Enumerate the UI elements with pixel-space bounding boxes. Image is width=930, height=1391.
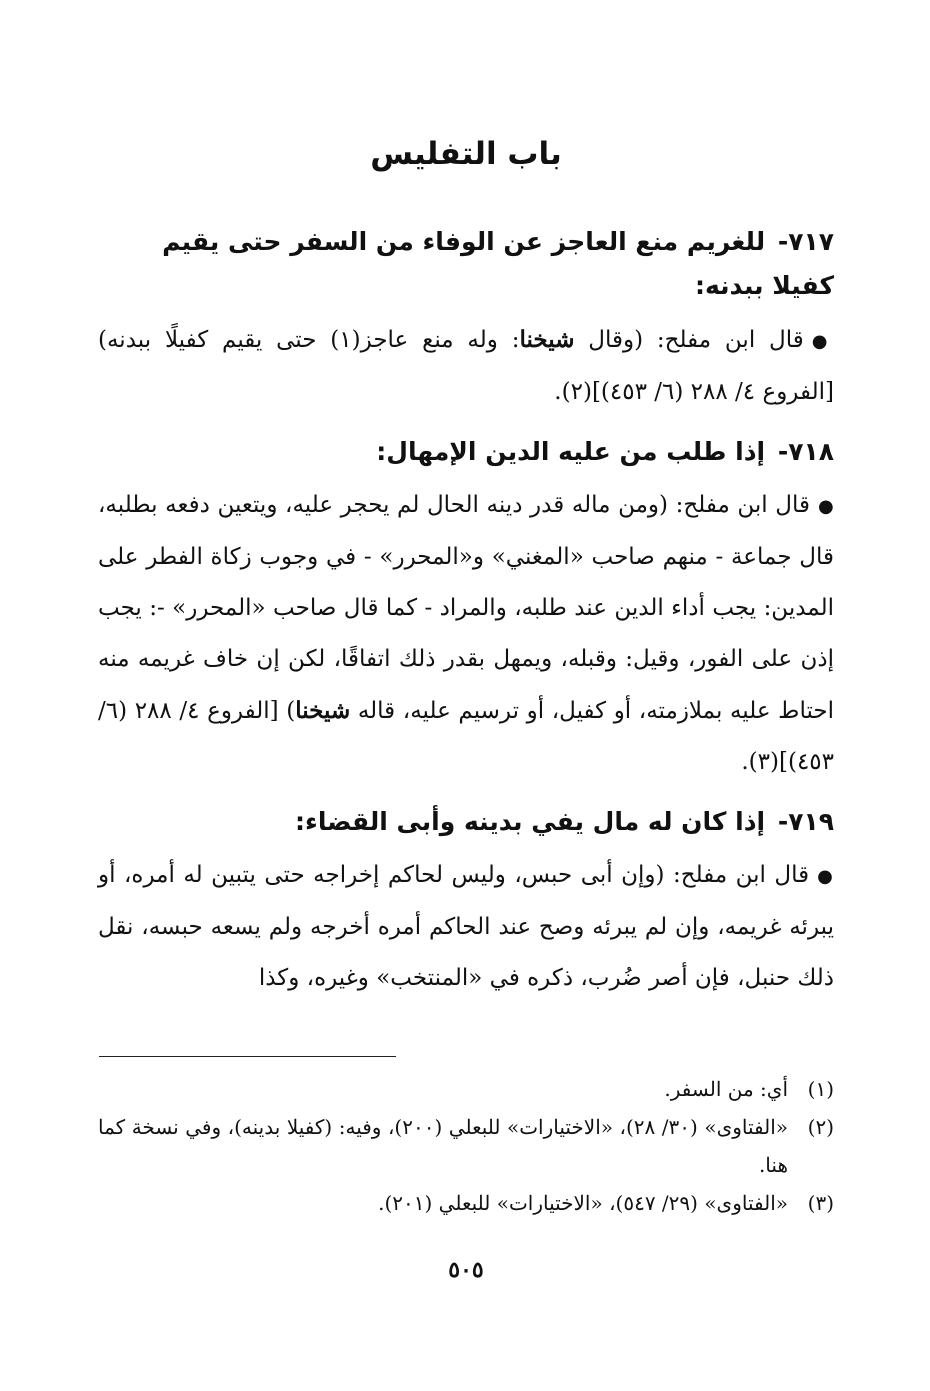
footnote-number: (٣) [807,1191,834,1215]
main-text [98,220,834,1004]
footnote [98,1184,834,1222]
footnote-number: (١) [807,1077,834,1101]
footnote-ref[interactable]: (١) [330,327,361,353]
entry-heading-text: إذا كان له مال يفي بدينه وأبى القضاء: [295,807,766,836]
quote-text: ) [الفروع ٤/ ٢٨٨ (٦/ ٤٥٣)] [98,698,834,775]
entry-heading [98,220,834,308]
footnote-number: (٢) [807,1115,834,1139]
shaykh-label: شيخنا [295,697,351,724]
footnote [98,1070,834,1108]
footnote-text: أي: من السفر. [664,1077,788,1101]
footnote-text: «الفتاوى» (٢٩/ ٥٤٧)، «الاختيارات» للبعلي (٢٠١). [378,1191,788,1215]
speaker: قال ابن مفلح: [672,862,810,888]
entry-number: ٧١٩- [777,807,834,836]
entry-paragraph [98,314,834,418]
entry-heading [98,800,834,844]
footnote [98,1108,834,1184]
bullet-icon: ● [818,496,834,517]
footnote-ref[interactable]: (٣) [748,749,779,775]
quote-text: : وله منع عاجز [360,327,520,353]
bullet-icon: ● [811,331,834,352]
quote-text: (وإن أبى حبس، وليس لحاكم إخراجه حتى يتبين له أمره، أو يبرئه غريمه، وإن لم يبرئه وصح عند الحاكم أمره أخرجه ولم يسعه حبسه، نقل ذلك حنبل، فإن أصر ضُرب، ذكره في «المنتخب» وغيره، وكذا [98,862,834,991]
speaker: قال ابن مفلح: [656,327,804,353]
entry-heading-text: إذا طلب من عليه الدين الإمهال: [376,437,766,466]
shaykh-label: شيخنا [519,326,575,353]
period: . [741,749,749,775]
footnote-ref[interactable]: (٢) [561,379,592,405]
book-page [98,0,834,1391]
footnotes [98,1070,834,1222]
entry-paragraph [98,850,834,1004]
footnote-text: «الفتاوى» (٣٠/ ٢٨)، «الاختيارات» للبعلي (٢٠٠)، وفيه: (كفيلا بدينه)، وفي نسخة كما هنا. [98,1115,789,1177]
entry-number: ٧١٧- [777,227,834,256]
speaker: قال ابن مفلح: [675,492,810,518]
entry-heading [98,430,834,474]
entry-paragraph [98,480,834,788]
quote-text: حتى يقيم كفيلًا ببدنه) [الفروع ٤/ ٢٨٨ (٦/ ٤٥٣)] [98,327,834,405]
bullet-icon: ● [817,866,834,887]
entry-number: ٧١٨- [777,437,834,466]
quote-text: (وقال [588,327,644,353]
chapter-title: باب التفليس [370,136,562,172]
page-number: ٥٠٥ [448,1257,484,1283]
footnote-divider [99,1056,396,1057]
quote-text: (ومن ماله قدر دينه الحال لم يحجر عليه، ويتعين دفعه بطلبه، قال جماعة - منهم صاحب «المغني» و«المحرر» - في وجوب زكاة الفطر على المدين: يجب أداء الدين عند طلبه، والمراد - كما قال صاحب «المحرر» -: يجب إذن على الفور، وقيل: وقبله، ويمهل بقدر ذلك اتفاقًا، لكن إن خاف غريمه منه احتاط عليه بملازمته، أو كفيل، أو ترسيم عليه، قاله [98,492,834,724]
entry-heading-text: للغريم منع العاجز عن الوفاء من السفر حتى يقيم كفيلا ببدنه: [162,227,834,300]
period: . [554,379,562,405]
